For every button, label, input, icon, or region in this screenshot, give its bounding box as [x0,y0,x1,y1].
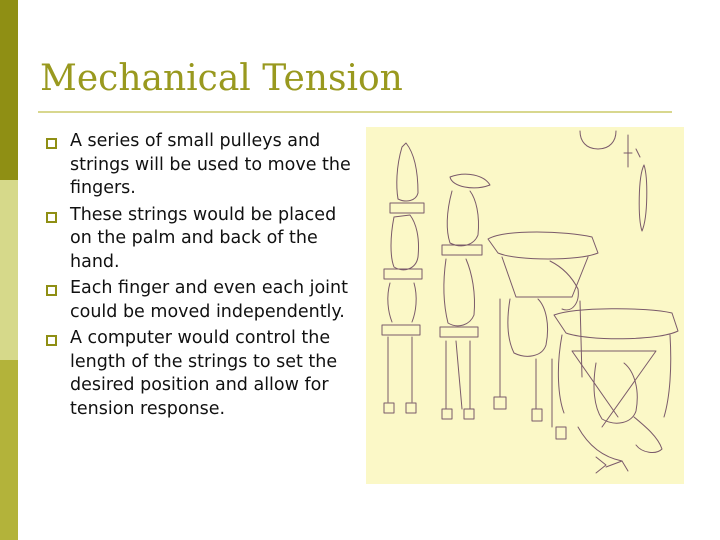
bullet-square-icon [46,212,57,223]
bullet-list [44,130,354,424]
side-bar-bottom [0,360,18,540]
bullet-item [44,130,354,201]
bullet-text: These strings would be placed on the palm and back of the hand. [70,204,337,272]
side-bar-top [0,0,18,180]
bullet-square-icon [46,335,57,346]
bullet-square-icon [46,285,57,296]
slide-title: Mechanical Tension [40,58,403,99]
title-divider [38,111,672,113]
bullet-text: A computer would control the length of the strings to set the desired position and allow for tension response. [70,328,338,419]
bullet-item [44,204,354,275]
bullet-item [44,277,354,324]
hand-mechanism-sketch-icon [366,127,684,484]
bullet-text: A series of small pulleys and strings will be used to move the fingers. [70,131,351,198]
bullet-square-icon [46,138,57,149]
bullet-text: Each finger and even each joint could be moved independently. [70,278,348,322]
bullet-item [44,327,354,421]
side-bar-middle [0,180,18,360]
